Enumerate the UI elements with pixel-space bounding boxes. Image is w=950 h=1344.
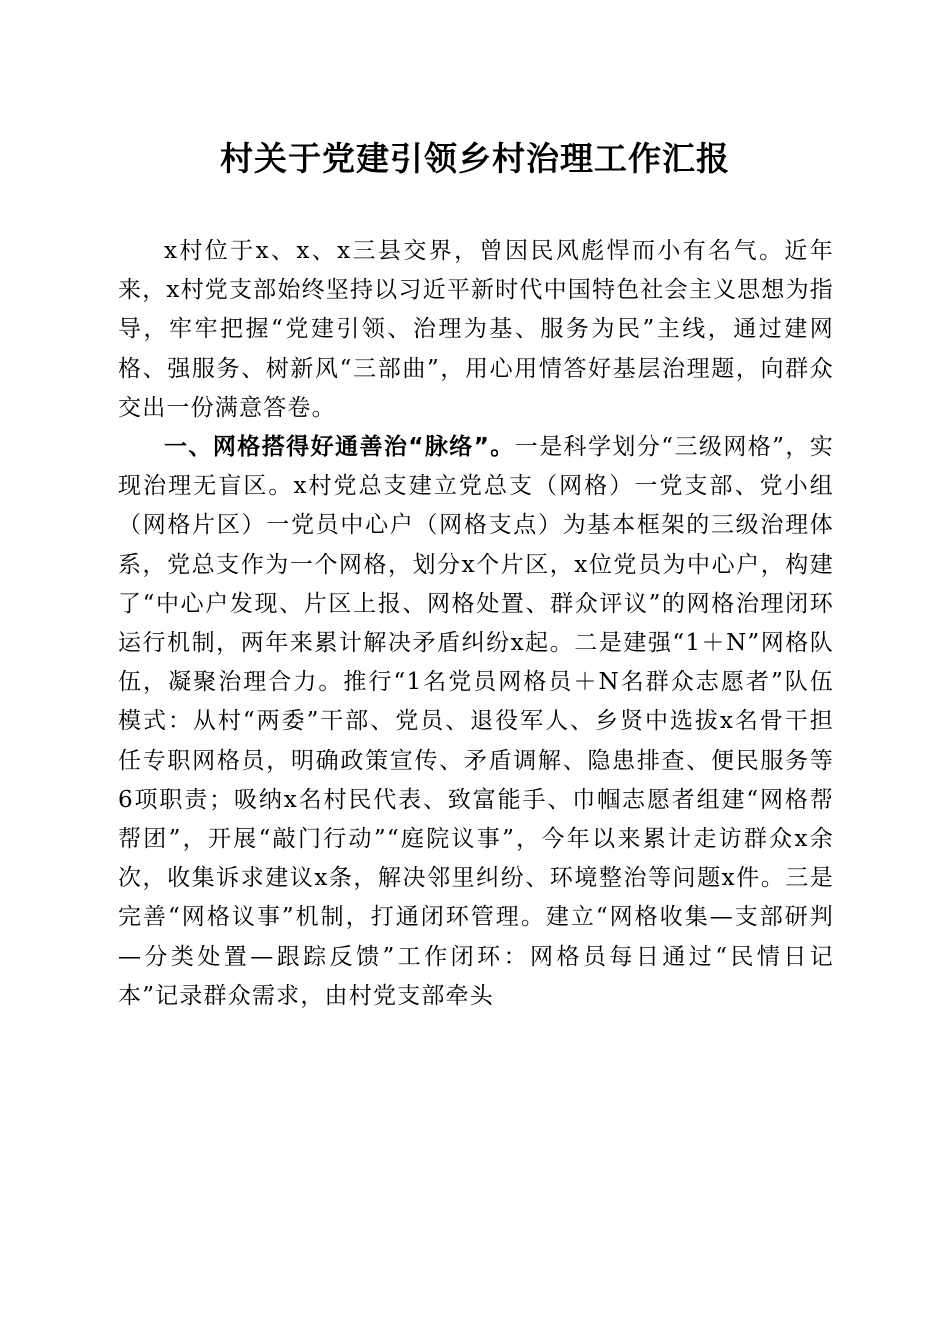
document-body [118, 232, 834, 1016]
section-one-paragraph [118, 428, 834, 1016]
section-one-heading: 一、网格搭得好通善治“脉络”。 [164, 434, 515, 461]
intro-paragraph [118, 232, 834, 428]
section-one-text: 一是科学划分“三级网格”，实现治理无盲区。x村党总支建立党总支（网格）一党支部、党小组（网格片区）一党员中心户（网格支点）为基本框架的三级治理体系，党总支作为一个网格，划分x个片区，x位党员为中心户，构建了“中心户发现、片区上报、网格处置、群众评议”的网格治理闭环运行机制，两年来累计解决矛盾纠纷x起。二是建强“1＋N”网格队伍，凝聚治理合力。推行“1名党员网格员＋N名群众志愿者”队伍模式：从村“两委”干部、党员、退役军人、乡贤中选拔x名骨干担任专职网格员，明确政策宣传、矛盾调解、隐患排查、便民服务等6项职责；吸纳x名村民代表、致富能手、巾帼志愿者组建“网格帮帮团”，开展“敲门行动”“庭院议事”，今年以来累计走访群众x余次，收集诉求建议x条，解决邻里纠纷、环境整治等问题x件。三是完善“网格议事”机制，打通闭环管理。建立“网格收集—支部研判—分类处置—跟踪反馈”工作闭环：网格员每日通过“民情日记本”记录群众需求，由村党支部牵头 [118, 434, 834, 1009]
document-title: 村关于党建引领乡村治理工作汇报 [220, 139, 730, 178]
intro-paragraph-text: x村位于x、x、x三县交界，曾因民风彪悍而小有名气。近年来，x村党支部始终坚持以习近平新时代中国特色社会主义思想为指导，牢牢把握“党建引领、治理为基、服务为民”主线，通过建网格、强服务、树新风“三部曲”，用心用情答好基层治理题，向群众交出一份满意答卷。 [118, 238, 834, 421]
